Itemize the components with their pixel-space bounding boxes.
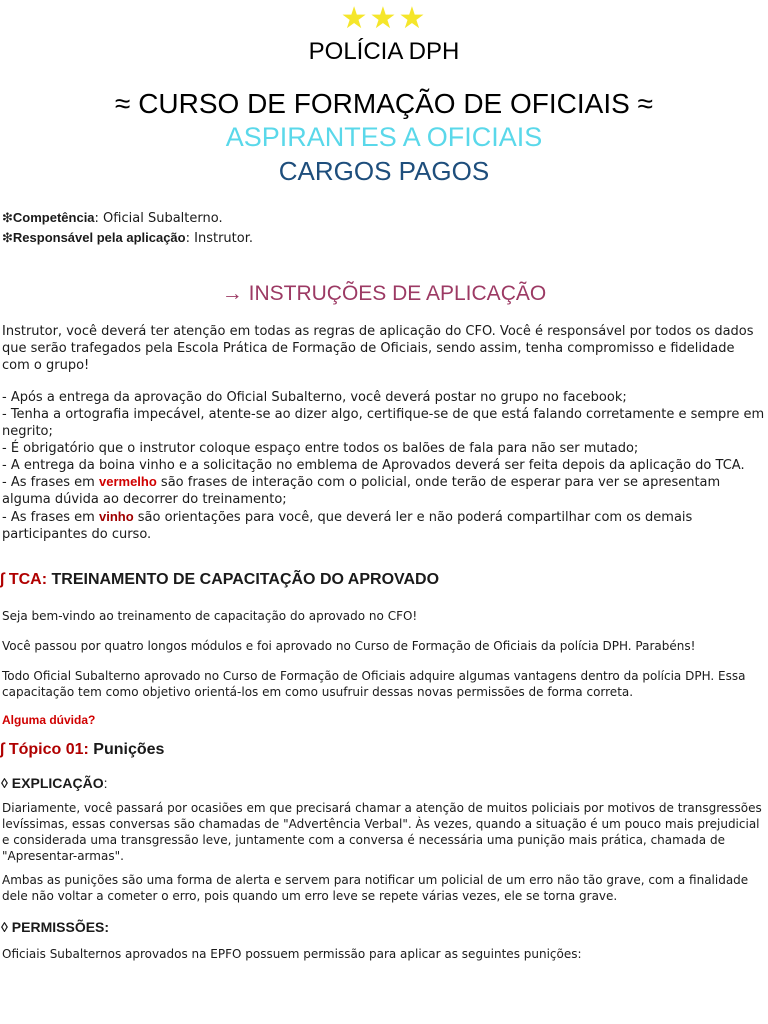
rule-text: são orientações para você, que deverá ler e não poderá compartilhar com os demais participantes do curso. (2, 509, 693, 542)
course-title: ≈ CURSO DE FORMAÇÃO DE OFICIAIS ≈ (115, 88, 653, 119)
explanation-paragraph: Diariamente, você passará por ocasiões em que precisará chamar a atenção de muitos policiais por motivos de transgressões levíssimas, essas conversas são chamadas de "Advertência Verbal". Às vezes, quando a situação é um pouco mais prejudicial e considerada uma transgressão leve, juntamente com a conversa é necessária uma punição mais prática, chamada de "Apresentar-armas". (2, 800, 762, 863)
rule-item-wine (0, 509, 768, 544)
tca-title: TREINAMENTO DE CAPACITAÇÃO DO APROVADO (47, 570, 440, 588)
rule-item: - É obrigatório que o instrutor coloque espaço entre todos os balões de fala para não ser mutado; (2, 440, 639, 456)
meta-value: : Instrutor. (185, 231, 253, 246)
rule-item: - Tenha a ortografia impecável, atente-se ao dizer algo, certifique-se de que está falando corretamente e sempre em negrito; (2, 407, 765, 439)
meta-value: : Oficial Subalterno. (94, 211, 223, 226)
explanation-label-text: ◊ EXPLICAÇÃO (1, 774, 104, 791)
topic1-lead: ∫ Tópico 01: (0, 740, 89, 758)
rule-text: - As frases em (2, 509, 99, 525)
tca-lead: ∫ TCA: (0, 570, 48, 588)
topic1-heading (0, 740, 768, 760)
tca-question: Alguma dúvida? (2, 712, 96, 727)
topic1-title: Punições (88, 740, 165, 758)
rule-text: - As frases em (2, 475, 99, 491)
permissions-paragraph: Oficiais Subalternos aprovados na EPFO possuem permissão para aplicar as seguintes punições: (2, 946, 582, 961)
tca-welcome: Seja bem-vindo ao treinamento de capacitação do aprovado no CFO! (2, 608, 418, 623)
rule-item: - A entrega da boina vinho e a solicitação no emblema de Aprovados deverá ser feita depois da aplicação do TCA. (2, 457, 745, 473)
explanation-colon: : (103, 774, 108, 791)
explanation-paragraph: Ambas as punições são uma forma de alerta e servem para notificar um policial de um erro não tão grave, com a finalidade dele não voltar a cometer o erro, pois quando um erro leve se repete várias vezes, ele se torna grave. (2, 872, 749, 903)
rule-item: - Após a entrega da aprovação do Oficial Subalterno, você deverá postar no grupo no facebook; (2, 390, 627, 406)
wine-keyword: vinho (98, 508, 134, 524)
meta-competence (2, 208, 768, 228)
permissions-label-text: ◊ PERMISSÕES: (1, 918, 110, 935)
tca-congrats: Você passou por quatro longos módulos e foi aprovado no Curso de Formação de Oficiais da polícia DPH. Parabéns! (2, 638, 696, 653)
permissions-label (0, 918, 768, 936)
meta-info (0, 208, 768, 248)
meta-label: Responsável pela aplicação (12, 230, 186, 245)
meta-responsible (2, 228, 768, 248)
tca-description: Todo Oficial Subalterno aprovado no Curso de Formação de Oficiais adquire algumas vantagens dentro da polícia DPH. Essa capacitação tem como objetivo orientá-los em como usufruir dessas novas permissões de forma correta. (2, 668, 746, 699)
document-header (0, 0, 768, 186)
course-subtitle-aspirants: ASPIRANTES A OFICIAIS (225, 122, 543, 152)
instructions-heading: → INSTRUÇÕES DE APLICAÇÃO (221, 282, 547, 305)
red-keyword: vermelho (98, 474, 157, 490)
asterisk-icon: ❇ (2, 231, 13, 246)
instructions-intro: Instrutor, você deverá ter atenção em todas as regras de aplicação do CFO. Você é responsável por todos os dados que serão trafegados pela Escola Prática de Formação de Oficiais, sendo assim, tenha compromisso e fidelidade com o grupo! (2, 324, 754, 373)
explanation-label (0, 774, 768, 792)
rule-text: são frases de interação com o policial, onde terão de esperar para ver se apresentam alguma dúvida ao decorrer do treinamento; (2, 475, 721, 508)
organization-title: POLÍCIA DPH (308, 38, 460, 65)
tca-heading (0, 570, 768, 590)
rules-list (0, 390, 768, 543)
course-subtitle-paid: CARGOS PAGOS (278, 156, 490, 186)
rule-item-red (0, 474, 768, 509)
rank-stars: ★★★ (340, 1, 428, 36)
asterisk-icon: ❇ (2, 211, 13, 226)
meta-label: Competência (12, 210, 95, 225)
